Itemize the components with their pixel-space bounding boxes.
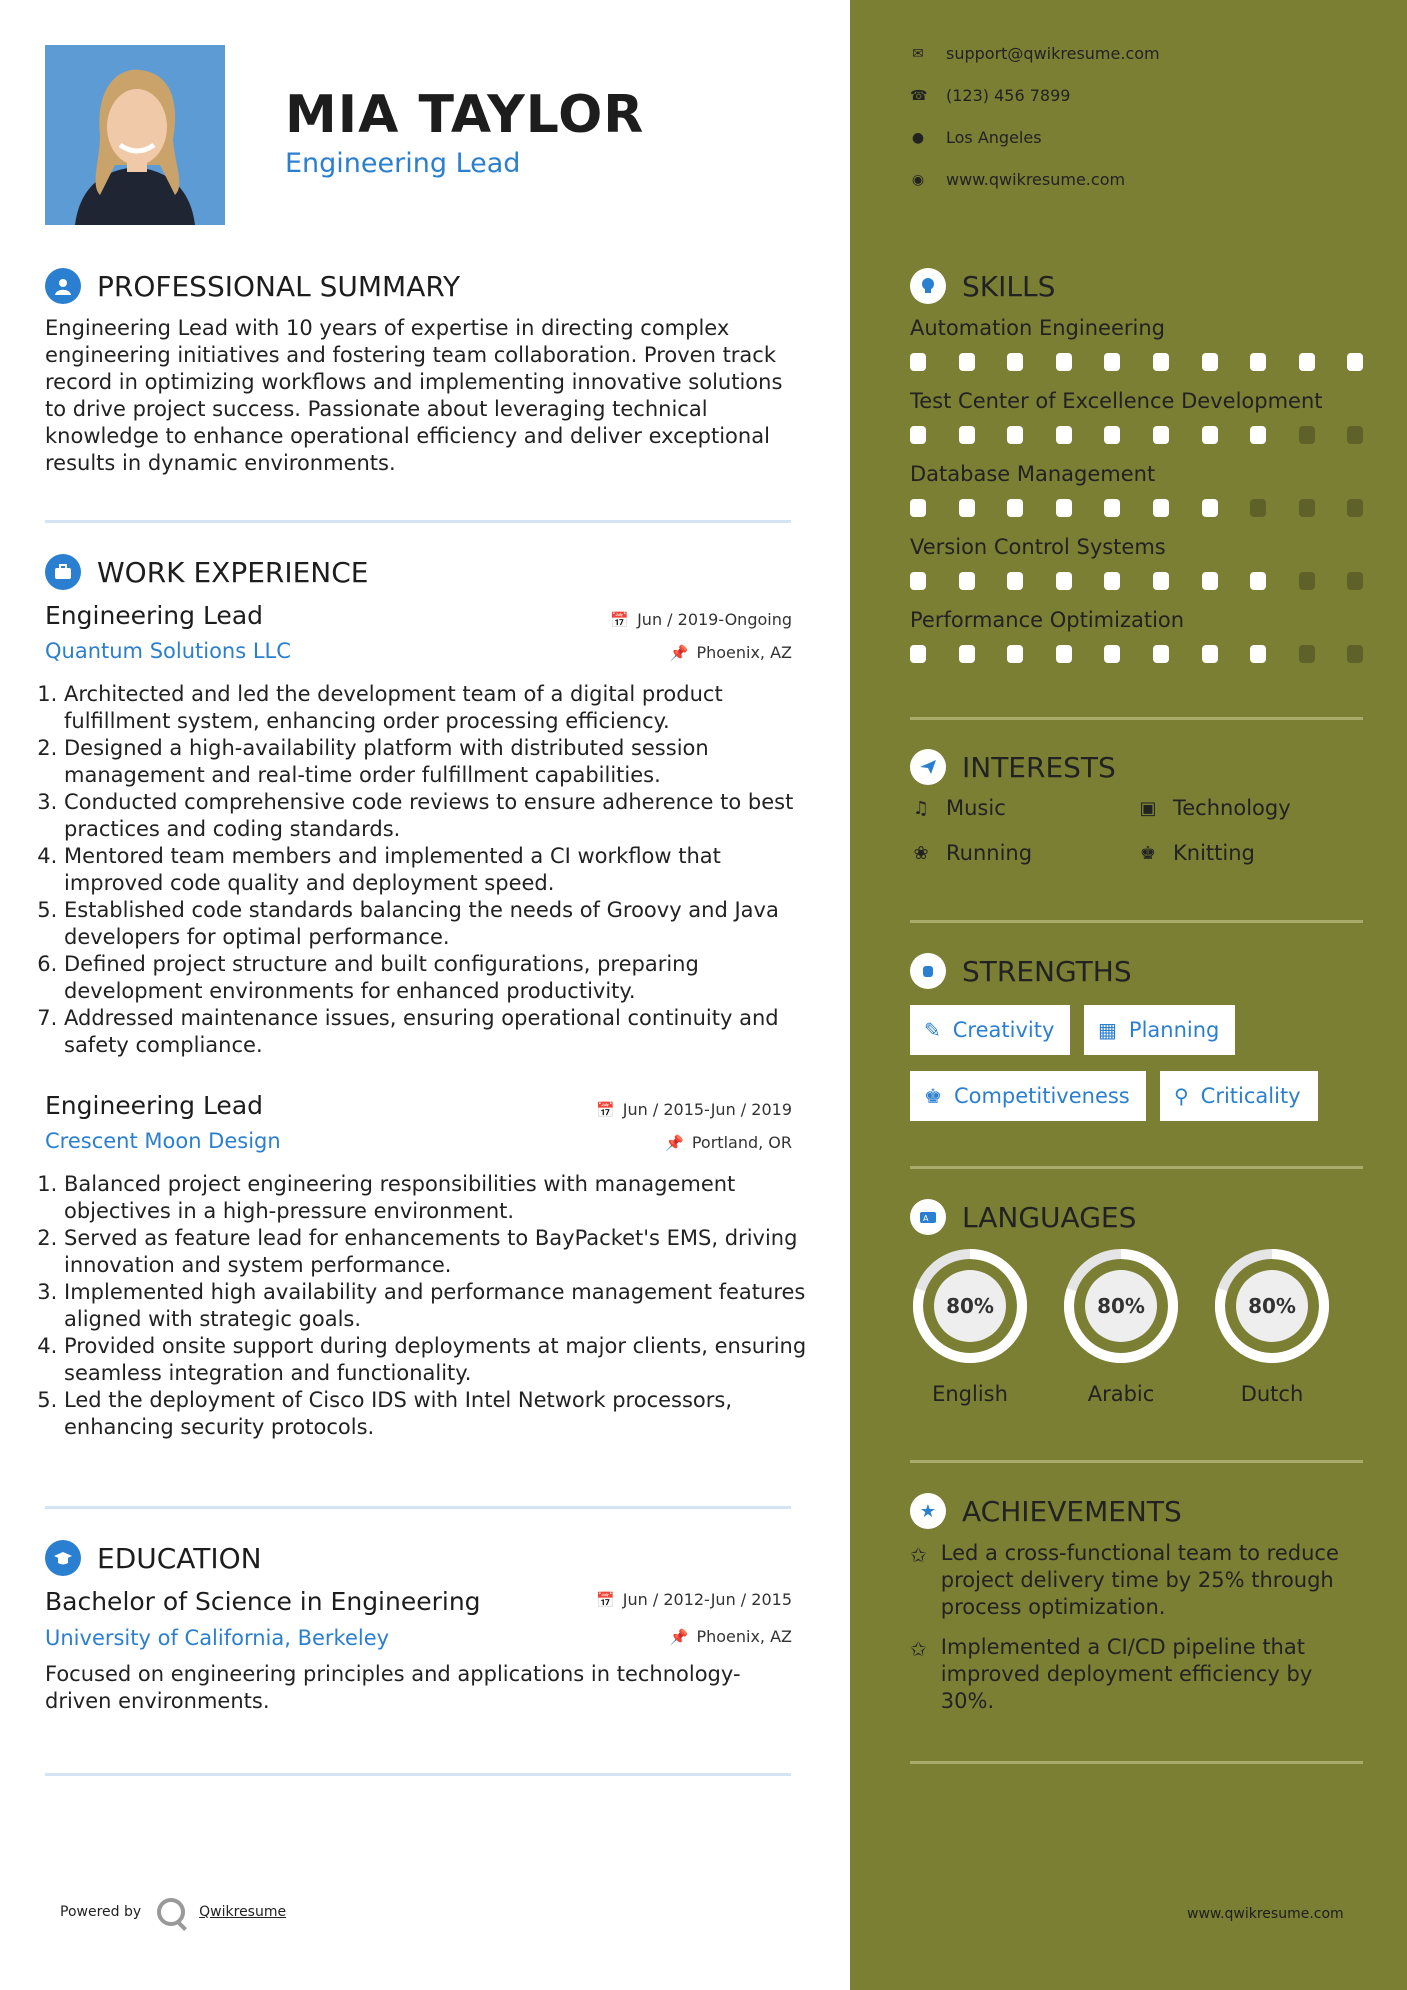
languages-title: LANGUAGES (962, 1200, 1137, 1234)
education-dates (596, 1590, 792, 1609)
rating-dot-filled (1153, 426, 1169, 444)
brand-link[interactable]: Qwikresume (199, 1904, 287, 1920)
rating-dot-filled (1007, 572, 1023, 590)
globe-icon: ◉ (911, 171, 925, 188)
language-ring (1059, 1244, 1183, 1368)
rating-dot-filled (1104, 353, 1120, 371)
rating-dot-filled (959, 426, 975, 444)
language-percent: 80% (1097, 1294, 1145, 1318)
laptop-icon: ▣ (1139, 797, 1157, 819)
rating-dot-empty (1250, 499, 1266, 517)
list-item: 3. Implemented high availability and performance management features aligned with strategic goals. (64, 1279, 824, 1333)
degree: Bachelor of Science in Engineering (45, 1587, 481, 1616)
language-item (1059, 1244, 1183, 1406)
skill-rating (910, 499, 1370, 517)
qwikresume-logo-icon (157, 1898, 185, 1926)
skill-rating (910, 426, 1370, 444)
skill-name: Test Center of Excellence Development (910, 389, 1323, 413)
rating-dot-filled (1202, 645, 1218, 663)
skill-name: Database Management (910, 462, 1156, 486)
rating-dot-filled (1202, 426, 1218, 444)
rating-dot-filled (910, 353, 926, 371)
rating-dot-filled (910, 499, 926, 517)
user-icon (45, 268, 81, 304)
strength-label: Creativity (952, 1018, 1055, 1042)
rating-dot-filled (910, 426, 926, 444)
rating-dot-empty (1299, 645, 1315, 663)
strengths-heading (910, 953, 1132, 989)
rating-dot-filled (1153, 499, 1169, 517)
list-item: 1. Balanced project engineering responsibilities with management objectives in a high-pressure environment. (64, 1171, 824, 1225)
rating-dot-filled (1250, 426, 1266, 444)
education-title: EDUCATION (97, 1541, 262, 1575)
powered-by-label: Powered by (60, 1904, 142, 1920)
language-item (1210, 1244, 1334, 1406)
skills-title: SKILLS (962, 269, 1056, 303)
job-location (665, 1133, 792, 1152)
rating-dot-filled (1104, 572, 1120, 590)
star-icon: ★ (910, 1493, 946, 1529)
school: University of California, Berkeley (45, 1626, 390, 1650)
language-ring (1210, 1244, 1334, 1368)
summary-text: Engineering Lead with 10 years of expertise in directing complex engineering initiatives and fostering team collaboration. Proven track record in optimizing workflows and implementing innovative solutions to drive project success. Passionate about leveraging technical knowledge to enhance operational efficiency and deliver exceptional results in dynamic environments. (45, 316, 783, 475)
list-item: 5. Established code standards balancing the needs of Groovy and Java developers for optimal performance. (64, 897, 824, 951)
calendar-icon: 📅 (596, 1100, 615, 1119)
job-location (670, 643, 792, 662)
job-company: Crescent Moon Design (45, 1129, 281, 1153)
list-item: 2. Designed a high-availability platform with distributed session management and real-time order fulfillment capabilities. (64, 735, 824, 789)
achievement-item (910, 1634, 1360, 1715)
rating-dot-empty (1347, 426, 1363, 444)
music-icon: ♫ (912, 797, 930, 819)
rating-dot-empty (1299, 499, 1315, 517)
search-icon: ⚲ (1174, 1084, 1189, 1108)
brush-icon: ✎ (924, 1018, 941, 1042)
education-heading (45, 1540, 262, 1576)
job-dates (610, 610, 792, 629)
job-bullets (40, 681, 824, 1059)
education-text: Focused on engineering principles and applications in technology-driven environments. (45, 1662, 741, 1713)
achievement-text: Implemented a CI/CD pipeline that improved deployment efficiency by 30%. (940, 1635, 1313, 1713)
job-dates-text: Jun / 2015-Jun / 2019 (622, 1100, 792, 1119)
strength-chip (1084, 1005, 1235, 1055)
briefcase-icon (45, 554, 81, 590)
skill-rating (910, 572, 1370, 590)
lightbulb-icon (910, 268, 946, 304)
rating-dot-filled (959, 499, 975, 517)
skill-name: Automation Engineering (910, 316, 1165, 340)
strength-chip (910, 1005, 1070, 1055)
rating-dot-filled (910, 572, 926, 590)
skill-name: Version Control Systems (910, 535, 1166, 559)
strength-chip (910, 1071, 1146, 1121)
rating-dot-filled (1250, 572, 1266, 590)
envelope-icon: ✉ (912, 45, 924, 62)
education-location (670, 1627, 792, 1646)
paper-plane-icon (910, 749, 946, 785)
contact-phone[interactable] (910, 86, 1070, 105)
language-name: Dutch (1240, 1382, 1304, 1406)
phone-icon: ☎ (910, 87, 928, 104)
skill-rating (910, 645, 1370, 663)
contact-website[interactable] (910, 170, 1125, 189)
profile-photo (45, 45, 225, 225)
list-item: 1. Architected and led the development team of a digital product fulfillment system, enhancing order processing efficiency. (64, 681, 824, 735)
sidebar-divider (910, 717, 1363, 720)
trophy-icon: ♚ (924, 1084, 942, 1108)
rating-dot-filled (959, 572, 975, 590)
rating-dot-filled (1056, 426, 1072, 444)
strength-label: Planning (1128, 1018, 1220, 1042)
contact-phone-text: (123) 456 7899 (946, 86, 1071, 105)
calendar-icon: 📅 (596, 1590, 615, 1609)
rating-dot-filled (1153, 353, 1169, 371)
experience-title: WORK EXPERIENCE (97, 555, 369, 589)
skill-rating (910, 353, 1370, 371)
rating-dot-filled (1202, 353, 1218, 371)
job-title: Engineering Lead (45, 1091, 264, 1120)
translate-icon (910, 1199, 946, 1235)
interests-title: INTERESTS (962, 750, 1116, 784)
skills-heading (910, 268, 1055, 304)
interest-item (910, 841, 1032, 865)
rating-dot-filled (1056, 645, 1072, 663)
rating-dot-filled (1250, 353, 1266, 371)
trophy-icon: ♚ (1139, 842, 1157, 864)
contact-location (910, 128, 1042, 147)
rating-dot-filled (1056, 572, 1072, 590)
sidebar-divider (910, 1166, 1363, 1169)
list-item: 6. Defined project structure and built configurations, preparing development environments for enhanced productivity. (64, 951, 824, 1005)
svg-text:A: A (923, 1214, 929, 1223)
contact-location-text: Los Angeles (946, 128, 1042, 147)
rating-dot-filled (1007, 426, 1023, 444)
shooting-star-icon: ✩ (910, 1637, 927, 1661)
rating-dot-filled (1056, 499, 1072, 517)
graduation-cap-icon (45, 1540, 81, 1576)
candidate-role: Engineering Lead (285, 148, 521, 179)
rating-dot-filled (1007, 353, 1023, 371)
achievements-title: ACHIEVEMENTS (962, 1494, 1182, 1528)
list-item: 2. Served as feature lead for enhancements to BayPacket's EMS, driving innovation and system performance. (64, 1225, 824, 1279)
footer-url[interactable]: www.qwikresume.com (1187, 1906, 1344, 1922)
achievements-heading (910, 1493, 1182, 1529)
rating-dot-filled (1104, 426, 1120, 444)
interest-label: Knitting (1173, 841, 1255, 865)
footer-powered-by (60, 1898, 286, 1926)
rating-dot-filled (1202, 572, 1218, 590)
strengths-title: STRENGTHS (962, 954, 1132, 988)
rating-dot-filled (1153, 572, 1169, 590)
section-divider (45, 1506, 791, 1509)
interest-item (1137, 796, 1291, 820)
experience-heading (45, 554, 368, 590)
rating-dot-filled (910, 645, 926, 663)
fist-icon (910, 953, 946, 989)
summary-heading (45, 268, 460, 304)
rating-dot-empty (1299, 426, 1315, 444)
contact-email-text: support@qwikresume.com (946, 44, 1160, 63)
paw-icon: ❀ (913, 842, 929, 864)
strength-label: Criticality (1200, 1084, 1301, 1108)
interests-heading (910, 749, 1116, 785)
calendar-icon: 📅 (610, 610, 630, 629)
rating-dot-filled (1250, 645, 1266, 663)
education-dates-text: Jun / 2012-Jun / 2015 (622, 1590, 792, 1609)
language-item (908, 1244, 1032, 1406)
pin-icon: 📌 (669, 1627, 689, 1646)
rating-dot-filled (1153, 645, 1169, 663)
language-percent: 80% (1248, 1294, 1296, 1318)
rating-dot-filled (1007, 645, 1023, 663)
job-dates-text: Jun / 2019-Ongoing (637, 610, 792, 629)
job-company: Quantum Solutions LLC (45, 639, 291, 663)
interest-item (910, 796, 1006, 820)
list-item: 7. Addressed maintenance issues, ensuring operational continuity and safety compliance. (64, 1005, 824, 1059)
achievement-text: Led a cross-functional team to reduce project delivery time by 25% through process optimization. (940, 1541, 1339, 1619)
rating-dot-filled (959, 353, 975, 371)
language-percent: 80% (946, 1294, 994, 1318)
rating-dot-filled (1104, 645, 1120, 663)
section-divider (45, 1773, 791, 1776)
pin-icon: 📌 (665, 1133, 684, 1152)
list-item: 4. Provided onsite support during deployments at major clients, ensuring seamless integration and functionality. (64, 1333, 824, 1387)
language-name: Arabic (1087, 1382, 1155, 1406)
strength-chip (1160, 1071, 1318, 1121)
skill-name: Performance Optimization (910, 608, 1185, 632)
contact-email[interactable] (910, 44, 1160, 63)
sidebar-divider (910, 1761, 1363, 1764)
education-location-text: Phoenix, AZ (696, 1627, 792, 1646)
shooting-star-icon: ✩ (910, 1543, 927, 1567)
interest-item (1137, 841, 1255, 865)
pin-icon: 📌 (669, 643, 689, 662)
calendar-icon: ▦ (1098, 1018, 1117, 1042)
section-divider (45, 520, 791, 523)
rating-dot-empty (1347, 572, 1363, 590)
list-item: 4. Mentored team members and implemented a CI workflow that improved code quality and deployment speed. (64, 843, 824, 897)
rating-dot-filled (1104, 499, 1120, 517)
candidate-name: MIA TAYLOR (285, 85, 645, 145)
job-location-text: Portland, OR (691, 1133, 792, 1152)
achievement-item (910, 1540, 1360, 1621)
job-bullets (40, 1171, 824, 1441)
interest-label: Technology (1173, 796, 1291, 820)
job-dates (596, 1100, 792, 1119)
languages-heading (910, 1199, 1136, 1235)
interest-label: Running (946, 841, 1033, 865)
location-pin-icon: ● (911, 129, 925, 146)
rating-dot-filled (1007, 499, 1023, 517)
list-item: 3. Conducted comprehensive code reviews to ensure adherence to best practices and coding standards. (64, 789, 824, 843)
rating-dot-empty (1347, 645, 1363, 663)
summary-title: PROFESSIONAL SUMMARY (97, 269, 461, 303)
rating-dot-empty (1347, 499, 1363, 517)
language-ring (908, 1244, 1032, 1368)
sidebar-divider (910, 920, 1363, 923)
sidebar-divider (910, 1460, 1363, 1463)
rating-dot-filled (1347, 353, 1363, 371)
rating-dot-filled (1299, 353, 1315, 371)
rating-dot-filled (959, 645, 975, 663)
strength-label: Competitiveness (953, 1084, 1130, 1108)
list-item: 5. Led the deployment of Cisco IDS with Intel Network processors, enhancing security protocols. (64, 1387, 824, 1441)
job-title: Engineering Lead (45, 601, 264, 630)
rating-dot-filled (1056, 353, 1072, 371)
rating-dot-filled (1202, 499, 1218, 517)
contact-website-text: www.qwikresume.com (946, 170, 1126, 189)
language-name: English (932, 1382, 1008, 1406)
interest-label: Music (946, 796, 1006, 820)
job-location-text: Phoenix, AZ (696, 643, 792, 662)
rating-dot-empty (1299, 572, 1315, 590)
